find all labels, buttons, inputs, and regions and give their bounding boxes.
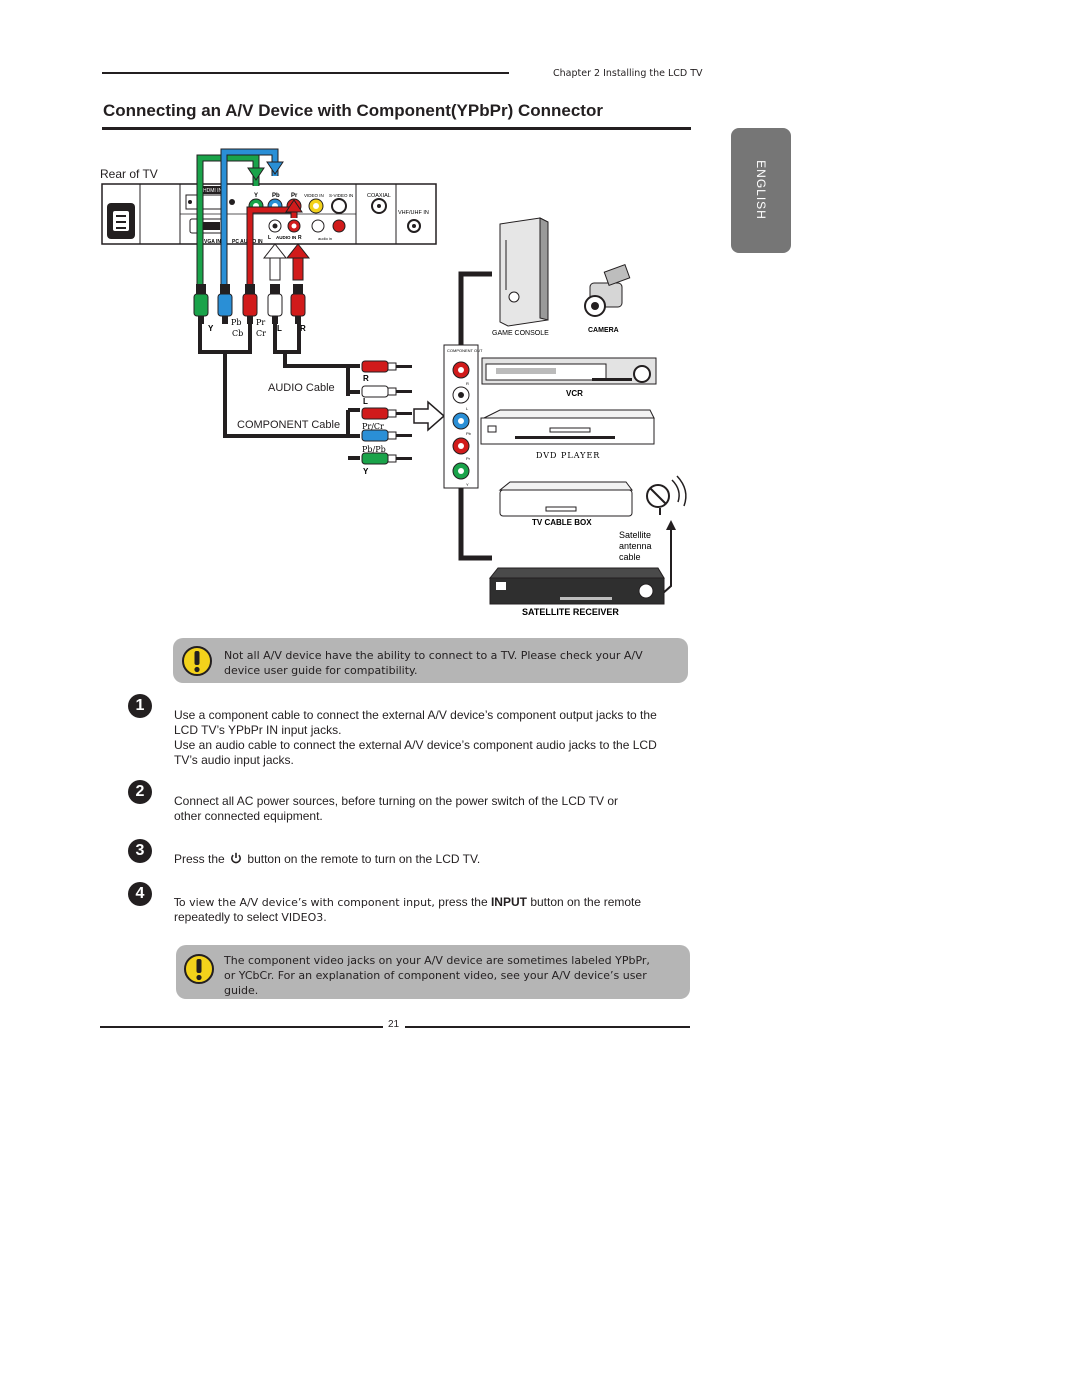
step-2-line1: Connect all AC power sources, before turning on the power switch of the LCD TV or (174, 794, 619, 808)
plug-cr-label: Cr (256, 329, 266, 338)
step-1-text (174, 708, 679, 768)
plug-y-label: Y (208, 324, 214, 333)
device-panel-pb: Pb (466, 431, 471, 436)
language-tab (731, 128, 791, 253)
step-2-line2: other connected equipment. (174, 809, 323, 823)
panel-vhf-label: VHF/UHF IN (398, 210, 429, 216)
step-4-input-keyword: INPUT (490, 895, 527, 909)
step-number-1: 1 (128, 694, 152, 718)
step-number-3: 3 (128, 839, 152, 863)
vcr-icon (482, 358, 656, 384)
device-camera-label: CAMERA (588, 327, 619, 334)
title-rule (102, 127, 691, 130)
component-labels-note (176, 945, 690, 999)
connection-diagram (95, 140, 695, 625)
game-console-icon (500, 218, 548, 326)
device-game-label: GAME CONSOLE (492, 330, 549, 337)
step-3-text (174, 852, 679, 867)
note2-line2: or YCbCr. For an explanation of component video, see your A/V device’s user (224, 969, 647, 982)
panel-svideo-in-label: S-VIDEO IN (329, 193, 354, 198)
tv-rear-panel (102, 184, 436, 245)
component-cable-label: COMPONENT Cable (237, 419, 341, 431)
warning-icon (181, 645, 213, 677)
device-vcr-label: VCR (566, 389, 583, 398)
step-4-line2a: repeatedly to select (174, 910, 279, 924)
step-3-before: Press the (174, 852, 225, 866)
plug-r-label: R (300, 324, 306, 333)
device-panel-title: COMPONENT OUT (447, 348, 483, 353)
step-4-line1a: To view the A/V device’s with component input, (174, 896, 435, 909)
device-sat-line3: cable (619, 552, 641, 562)
device-panel-pr: Pr (466, 456, 470, 461)
step-4-line1c: button on the remote (530, 895, 642, 909)
panel-pb-label: Pb (272, 193, 280, 199)
step-4-text (174, 895, 679, 925)
plug-cb-label: Cb (232, 329, 244, 338)
header-rule (102, 72, 509, 74)
chapter-header: Chapter 2 Installing the LCD TV (553, 68, 703, 79)
step-1-line2: LCD TV’s YPbPr IN input jacks. (174, 723, 342, 737)
rear-of-tv-label: Rear of TV (100, 167, 158, 181)
panel-video-in-label: VIDEO IN (304, 193, 324, 198)
step-1-line1: Use a component cable to connect the external A/V device’s component output jacks to the (174, 708, 657, 722)
cable-box-icon (500, 482, 632, 516)
panel-audio-in-label: AUDIO IN (276, 235, 297, 240)
language-tab-label: ENGLISH (754, 160, 768, 220)
step-4-line2b: VIDEO3. (281, 911, 327, 924)
panel-y-label: Y (254, 193, 259, 199)
plug-pb-label: Pb (231, 318, 242, 327)
cable-end-plugs (362, 361, 444, 476)
plug-l-label: L (277, 324, 282, 333)
cable-end-y-label: Y (363, 467, 369, 476)
device-panel-r: R (466, 381, 469, 386)
step-3-after: button on the remote to turn on the LCD TV. (247, 852, 481, 866)
device-component-panel (444, 345, 483, 488)
footer-rule-left (100, 1026, 383, 1028)
cable-end-pbcb-label: Pb/Pb (362, 445, 386, 454)
cable-end-prcr-label: Pr/Cr (362, 422, 384, 431)
page-number: 21 (388, 1019, 400, 1030)
panel-audio-small-label: audio in (318, 236, 333, 241)
compatibility-note (173, 638, 688, 683)
camera-icon (585, 265, 630, 316)
device-sat-line1: Satellite (619, 530, 652, 540)
device-cable-label: TV CABLE BOX (532, 518, 592, 527)
satellite-dish-icon (647, 476, 686, 515)
panel-r-label: R (298, 235, 302, 241)
audio-cable-label: AUDIO Cable (268, 382, 335, 394)
footer-rule-right (405, 1026, 690, 1028)
device-sat-receiver-label: SATELLITE RECEIVER (522, 607, 619, 617)
warning-icon (183, 953, 215, 985)
dvd-player-icon (481, 410, 654, 444)
step-1-line4: TV’s audio input jacks. (174, 753, 294, 767)
step-2-text (174, 794, 679, 824)
note2-line3: guide. (224, 984, 259, 997)
panel-coaxial-label: COAXIAL (367, 193, 391, 199)
panel-l-label: L (268, 235, 272, 241)
plug-pr-label: Pr (256, 318, 266, 327)
device-panel-l: L (466, 406, 469, 411)
cable-end-r-label: R (363, 374, 369, 383)
satellite-receiver-icon (490, 568, 664, 604)
power-icon (230, 852, 242, 864)
step-1-line3: Use an audio cable to connect the external A/V device’s component audio jacks to the LCD (174, 738, 657, 752)
step-number-2: 2 (128, 780, 152, 804)
device-dvd-label: DVD PLAYER (536, 451, 601, 460)
step-4-line1b: press the (438, 895, 488, 909)
panel-pr-label: Pr (291, 193, 298, 199)
cable-end-l-label: L (363, 397, 368, 406)
page-title: Connecting an A/V Device with Component(YPbPr) Connector (103, 101, 603, 120)
arrow-right-icon (414, 402, 444, 430)
panel-hdmi-label: HDMI IN (203, 188, 223, 194)
panel-vga-label: VGA IN (204, 239, 222, 245)
note1-line2: device user guide for compatibility. (224, 664, 418, 677)
device-panel-y: Y (466, 482, 469, 487)
note1-line1: Not all A/V device have the ability to connect to a TV. Please check your A/V (224, 649, 643, 662)
note2-line1: The component video jacks on your A/V device are sometimes labeled YPbPr, (224, 954, 650, 967)
power-inlet-icon (107, 203, 135, 239)
device-sat-line2: antenna (619, 541, 652, 551)
step-number-4: 4 (128, 882, 152, 906)
panel-pc-audio-label: PC AUDIO IN (232, 239, 263, 245)
